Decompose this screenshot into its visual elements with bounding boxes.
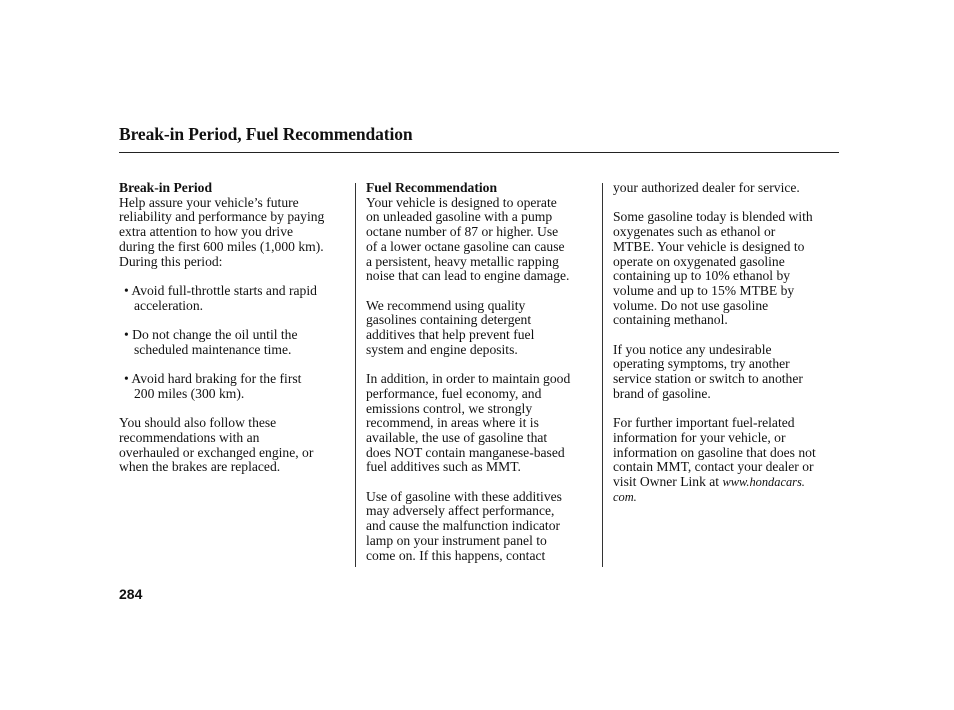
paragraph-gap bbox=[366, 357, 598, 372]
paragraph-gap bbox=[119, 357, 351, 372]
owner-link-url-end[interactable]: com. bbox=[613, 489, 637, 504]
fuel-text-line: Use of gasoline with these additives bbox=[366, 488, 562, 504]
fuel-text-line: information on gasoline that does not bbox=[613, 444, 816, 460]
fuel-text-line: service station or switch to another bbox=[613, 371, 803, 387]
fuel-text-line: on unleaded gasoline with a pump bbox=[366, 209, 553, 225]
page-number: 284 bbox=[119, 586, 143, 602]
fuel-text-line: operate on oxygenated gasoline bbox=[613, 253, 785, 269]
title-divider bbox=[119, 152, 839, 153]
fuel-text-line: available, the use of gasoline that bbox=[366, 429, 548, 445]
fuel-text-line: In addition, in order to maintain good bbox=[366, 371, 571, 387]
paragraph-gap bbox=[613, 402, 841, 417]
break-in-closing-line: when the brakes are replaced. bbox=[119, 459, 281, 475]
paragraph-gap bbox=[119, 269, 351, 284]
paragraph-gap bbox=[366, 475, 598, 490]
fuel-text-line: information for your vehicle, or bbox=[613, 429, 786, 445]
bullet-item bbox=[119, 328, 351, 357]
fuel-text-line: come on. If this happens, contact bbox=[366, 547, 546, 563]
paragraph-gap bbox=[366, 284, 598, 299]
fuel-text-line: volume and up to 15% MTBE by bbox=[613, 282, 795, 298]
owner-link-line bbox=[613, 475, 841, 490]
fuel-text-line: emissions control, we strongly bbox=[366, 400, 533, 416]
column-divider-2 bbox=[602, 183, 603, 567]
bullet-line: acceleration. bbox=[134, 297, 204, 313]
break-in-closing-line: recommendations with an bbox=[119, 429, 260, 445]
break-in-intro-line: reliability and performance by paying bbox=[119, 209, 325, 225]
bullet-item bbox=[119, 284, 351, 313]
fuel-text-line: fuel additives such as MMT. bbox=[366, 459, 521, 475]
fuel-text-line: octane number of 87 or higher. Use bbox=[366, 224, 559, 240]
break-in-intro-line: Help assure your vehicle’s future bbox=[119, 194, 299, 210]
bullet-line: scheduled maintenance time. bbox=[134, 341, 292, 357]
fuel-text-line: a persistent, heavy metallic rapping bbox=[366, 253, 559, 269]
fuel-continued-column bbox=[613, 181, 841, 504]
paragraph-gap bbox=[119, 313, 351, 328]
fuel-text-line: performance, fuel economy, and bbox=[366, 385, 542, 401]
fuel-text-line: containing up to 10% ethanol by bbox=[613, 268, 791, 284]
paragraph-gap bbox=[613, 328, 841, 343]
fuel-text-line: operating symptoms, try another bbox=[613, 356, 790, 372]
fuel-text-line: volume. Do not use gasoline bbox=[613, 297, 769, 313]
fuel-text-line: does NOT contain manganese-based bbox=[366, 444, 565, 460]
fuel-text-line: of a lower octane gasoline can cause bbox=[366, 238, 565, 254]
fuel-text-line: brand of gasoline. bbox=[613, 385, 711, 401]
break-in-closing-line: overhauled or exchanged engine, or bbox=[119, 444, 314, 460]
fuel-text-line: and cause the malfunction indicator bbox=[366, 518, 561, 534]
fuel-text-line: Some gasoline today is blended with bbox=[613, 209, 813, 225]
break-in-intro-line: During this period: bbox=[119, 253, 223, 269]
fuel-text-line: recommend, in areas where it is bbox=[366, 415, 539, 431]
paragraph-gap bbox=[119, 402, 351, 417]
bullet-item bbox=[119, 372, 351, 401]
break-in-column bbox=[119, 181, 351, 475]
fuel-text-line: containing methanol. bbox=[613, 312, 728, 328]
column-divider-1 bbox=[355, 183, 356, 567]
fuel-text-line: system and engine deposits. bbox=[366, 341, 518, 357]
bullet-line: • Avoid hard braking for the first bbox=[124, 371, 302, 387]
fuel-text-line: If you notice any undesirable bbox=[613, 341, 772, 357]
fuel-text-line: Your vehicle is designed to operate bbox=[366, 194, 557, 210]
fuel-column bbox=[366, 181, 598, 563]
bullet-line: • Do not change the oil until the bbox=[124, 327, 298, 342]
fuel-text-line: your authorized dealer for service. bbox=[613, 180, 800, 195]
fuel-heading: Fuel Recommendation bbox=[366, 180, 498, 195]
break-in-intro-line: during the first 600 miles (1,000 km). bbox=[119, 238, 324, 254]
break-in-intro-line: extra attention to how you drive bbox=[119, 224, 294, 240]
fuel-text-line: MTBE. Your vehicle is designed to bbox=[613, 238, 805, 254]
fuel-text-line: may adversely affect performance, bbox=[366, 503, 555, 519]
page-title: Break-in Period, Fuel Recommendation bbox=[119, 124, 413, 144]
fuel-text-line: We recommend using quality bbox=[366, 297, 526, 313]
break-in-closing-line: You should also follow these bbox=[119, 415, 277, 431]
fuel-text-line: lamp on your instrument panel to bbox=[366, 532, 547, 548]
owner-link-url[interactable]: www.hondacars. bbox=[722, 475, 805, 490]
fuel-text-line: contain MMT, contact your dealer or bbox=[613, 459, 814, 475]
bullet-line: • Avoid full-throttle starts and rapid bbox=[124, 282, 317, 298]
fuel-text-line: For further important fuel-related bbox=[613, 415, 795, 431]
owner-link-prefix: visit Owner Link at bbox=[613, 474, 723, 490]
fuel-text-line: oxygenates such as ethanol or bbox=[613, 224, 776, 240]
fuel-text-line: noise that can lead to engine damage. bbox=[366, 268, 570, 284]
paragraph-gap bbox=[613, 196, 841, 211]
fuel-text-line: gasolines containing detergent bbox=[366, 312, 532, 328]
fuel-text-line: additives that help prevent fuel bbox=[366, 327, 535, 343]
break-in-heading: Break-in Period bbox=[119, 180, 213, 195]
bullet-line: 200 miles (300 km). bbox=[134, 385, 245, 401]
